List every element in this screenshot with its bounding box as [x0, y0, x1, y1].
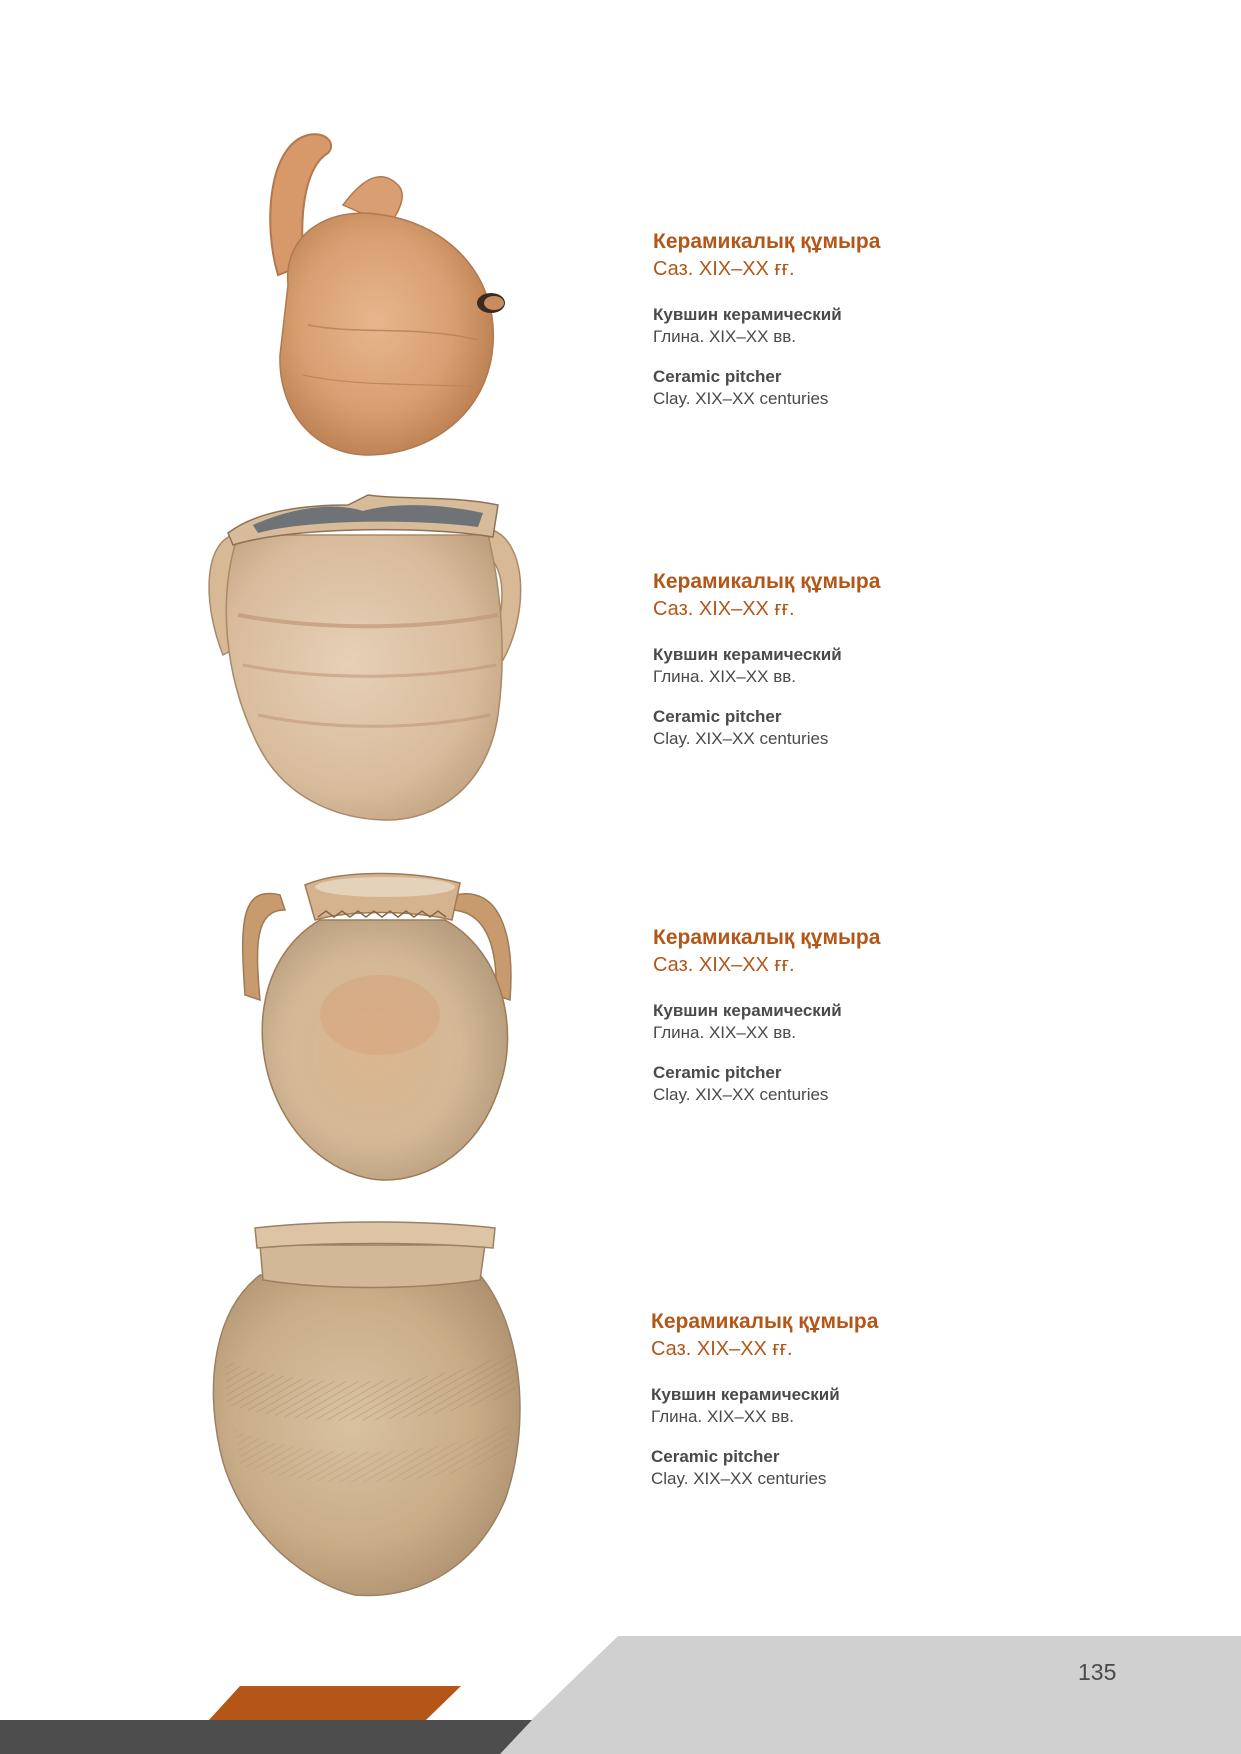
- pitcher-photo-2: [198, 475, 538, 835]
- caption-subtitle-kz: Саз. XIX–XX ғғ.: [653, 258, 795, 280]
- caption-subtitle-en: Clay. XIX–XX centuries: [653, 1085, 829, 1104]
- caption-title-en: Ceramic pitcher: [653, 707, 782, 726]
- footer-dark-band: [0, 1720, 532, 1754]
- caption-1: [653, 228, 1133, 410]
- caption-title-en: Ceramic pitcher: [653, 367, 782, 386]
- caption-title-ru: Кувшин керамический: [653, 645, 842, 664]
- caption-subtitle-en: Clay. XIX–XX centuries: [653, 389, 829, 408]
- caption-title-ru: Кувшин керамический: [651, 1385, 840, 1404]
- caption-subtitle-en: Clay. XIX–XX centuries: [653, 729, 829, 748]
- caption-subtitle-ru: Глина. XIX–XX вв.: [653, 1023, 796, 1042]
- caption-title-kz: Керамикалық құмыра: [653, 570, 881, 593]
- caption-4: [651, 1308, 1131, 1490]
- caption-subtitle-ru: Глина. XIX–XX вв.: [653, 667, 796, 686]
- pitcher-photo-1: [248, 125, 538, 470]
- caption-subtitle-ru: Глина. XIX–XX вв.: [653, 327, 796, 346]
- caption-subtitle-kz: Саз. XIX–XX ғғ.: [653, 954, 795, 976]
- caption-title-kz: Керамикалық құмыра: [651, 1310, 879, 1333]
- caption-title-kz: Керамикалық құмыра: [653, 230, 881, 253]
- caption-2: [653, 568, 1133, 750]
- footer-decoration: [0, 1630, 1241, 1754]
- footer-gray-band: [496, 1636, 1241, 1754]
- caption-title-en: Ceramic pitcher: [651, 1447, 780, 1466]
- caption-3: [653, 924, 1133, 1106]
- pitcher-photo-4: [205, 1220, 540, 1605]
- caption-title-kz: Керамикалық құмыра: [653, 926, 881, 949]
- caption-subtitle-kz: Саз. XIX–XX ғғ.: [651, 1338, 793, 1360]
- caption-title-ru: Кувшин керамический: [653, 305, 842, 324]
- page-number: 135: [1078, 1659, 1117, 1685]
- caption-title-en: Ceramic pitcher: [653, 1063, 782, 1082]
- caption-subtitle-ru: Глина. XIX–XX вв.: [651, 1407, 794, 1426]
- pitcher-photo-3: [230, 865, 540, 1185]
- caption-subtitle-en: Clay. XIX–XX centuries: [651, 1469, 827, 1488]
- caption-subtitle-kz: Саз. XIX–XX ғғ.: [653, 598, 795, 620]
- footer-orange-accent: [209, 1686, 461, 1720]
- caption-title-ru: Кувшин керамический: [653, 1001, 842, 1020]
